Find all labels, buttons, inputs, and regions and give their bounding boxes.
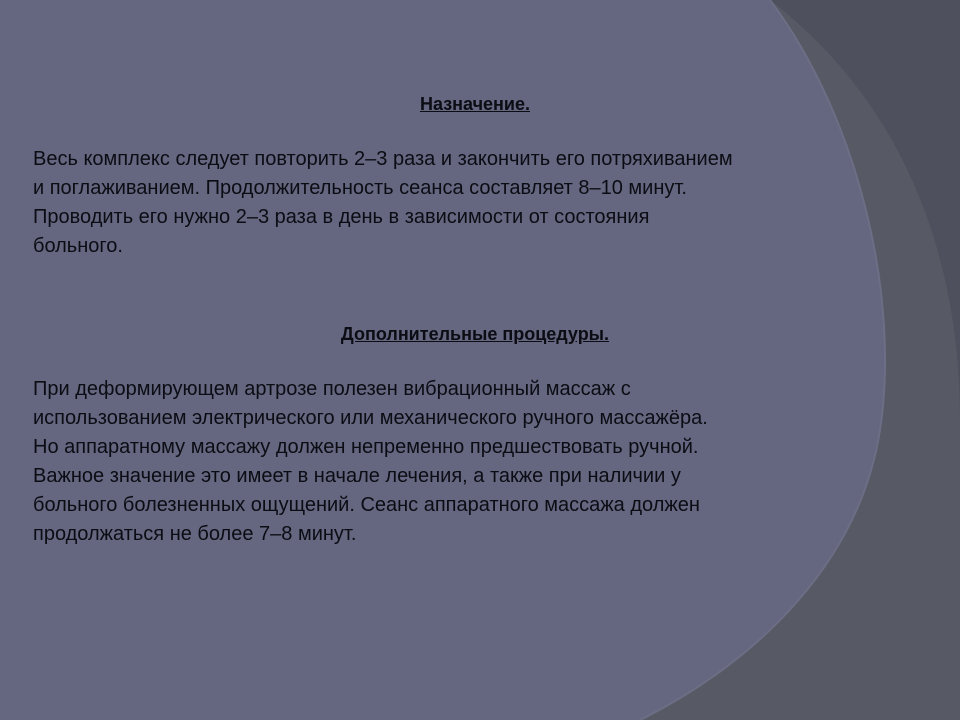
section-heading-purpose: Назначение. — [419, 94, 531, 114]
section-body-additional: При деформирующем артрозе полезен вибрационный массаж с использованием электрического или механического ручного массажёра. Но аппаратному массажу должен непременно предшествовать ручной. Важное значение это имеет в начале лечения, а также при наличии у больного болезненных ощущений. Сеанс аппаратного массажа должен продолжаться не более 7–8 минут. — [33, 378, 708, 545]
section-heading-additional: Дополнительные процедуры. — [340, 324, 610, 344]
section-body-purpose: Весь комплекс следует повторить 2–3 раза и закончить его потряхиванием и поглаживанием. Продолжительность сеанса составляет 8–10 минут. Проводить его нужно 2–3 раза в день в зависимости от состояния больного. — [33, 148, 733, 257]
